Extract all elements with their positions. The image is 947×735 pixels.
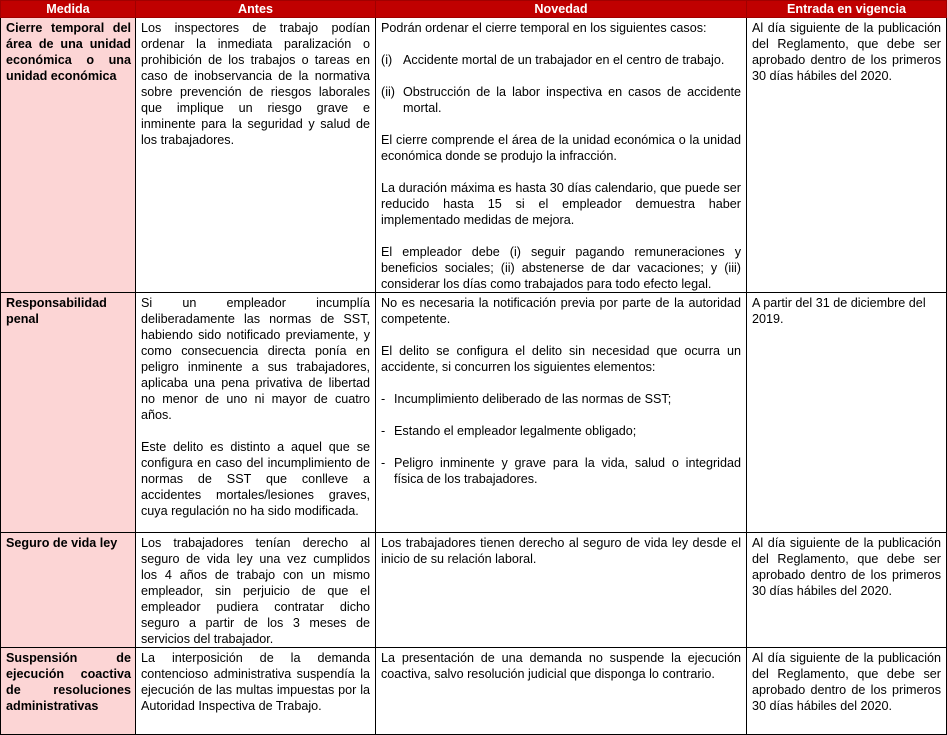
header-antes: Antes: [136, 1, 376, 18]
medida-cell: Cierre temporal del área de una unidad económica o una unidad económica: [1, 18, 136, 293]
medida-cell: Suspensión de ejecución coactiva de resoluciones administrativas: [1, 648, 136, 735]
list-text: Peligro inminente y grave para la vida, salud o integridad física de los trabajadores.: [394, 456, 741, 486]
list-item: [381, 423, 741, 439]
novedad-paragraph: No es necesaria la notificación previa por parte de la autoridad competente.: [381, 296, 741, 326]
novedad-paragraph: La duración máxima es hasta 30 días calendario, que puede ser reducido hasta 15 si el empleador demuestra haber implementado medidas de mejora.: [381, 181, 741, 227]
antes-paragraph: Los trabajadores tenían derecho al seguro de vida ley una vez cumplidos los 4 años de trabajo con un mismo empleador, sin perjuicio de que el empleador pudiera contratar dicho seguro a partir de los 3 meses de servicios del trabajador.: [141, 536, 370, 646]
list-marker: -: [381, 456, 386, 470]
table-row: [1, 533, 947, 648]
antes-paragraph: Si un empleador incumplía deliberadamente las normas de SST, habiendo sido notificado previamente, y como consecuencia directa ponía en peligro inminente a sus trabajadores, aplicaba una pena privativa de libertad no menor de uno ni mayor de cuatro años.: [141, 296, 370, 422]
antes-paragraph: La interposición de la demanda contencioso administrativa suspendía la ejecución de las multas impuestas por la Autoridad Inspectiva de Trabajo.: [141, 651, 370, 713]
novedad-paragraph: El delito se configura el delito sin necesidad que ocurra un accidente, si concurren los siguientes elementos:: [381, 344, 741, 374]
list-item: [381, 84, 741, 116]
list-item: [381, 455, 741, 487]
table-row: [1, 648, 947, 735]
header-medida: Medida: [1, 1, 136, 18]
novedad-intro: Podrán ordenar el cierre temporal en los siguientes casos:: [381, 21, 707, 35]
list-text: Obstrucción de la labor inspectiva en casos de accidente mortal.: [403, 85, 741, 115]
list-marker: -: [381, 424, 386, 438]
antes-paragraph: Los inspectores de trabajo podían ordenar la inmediata paralización o prohibición de los trabajos o tareas en caso de inobservancia de la normativa sobre prevención de riesgos laborales que implique un riesgo grave e inminente para la seguridad y salud de los trabajadores.: [141, 21, 370, 147]
list-text: Accidente mortal de un trabajador en el centro de trabajo.: [403, 53, 725, 67]
table-row: [1, 293, 947, 533]
list-marker: (ii): [381, 85, 395, 99]
antes-cell: [136, 533, 376, 648]
list-marker: -: [381, 392, 386, 406]
novedad-paragraph: El empleador debe (i) seguir pagando remuneraciones y beneficios sociales; (ii) abstenerse de dar vacaciones; y (iii) considerar los días como trabajados para todo efecto legal.: [381, 245, 741, 291]
list-text: Incumplimiento deliberado de las normas de SST;: [394, 392, 672, 406]
vigencia-cell: Al día siguiente de la publicación del Reglamento, que debe ser aprobado dentro de los primeros 30 días hábiles del 2020.: [747, 648, 947, 735]
antes-cell: [136, 293, 376, 533]
antes-cell: [136, 18, 376, 293]
vigencia-cell: A partir del 31 de diciembre del 2019.: [747, 293, 947, 533]
list-item: [381, 391, 741, 407]
list-marker: (i): [381, 53, 393, 67]
novedad-cell: [376, 18, 747, 293]
antes-cell: [136, 648, 376, 735]
novedad-paragraph: Los trabajadores tienen derecho al seguro de vida ley desde el inicio de su relación laboral.: [381, 536, 741, 566]
novedad-cell: [376, 648, 747, 735]
novedad-paragraph: La presentación de una demanda no suspende la ejecución coactiva, salvo resolución judicial que disponga lo contrario.: [381, 651, 741, 681]
novedad-cell: [376, 533, 747, 648]
header-novedad: Novedad: [376, 1, 747, 18]
header-row: [1, 1, 947, 18]
table-row: [1, 18, 947, 293]
medida-cell: Seguro de vida ley: [1, 533, 136, 648]
novedad-cell: [376, 293, 747, 533]
list-text: Estando el empleador legalmente obligado;: [394, 424, 637, 438]
list-item: [381, 52, 741, 68]
novedad-paragraph: El cierre comprende el área de la unidad económica o la unidad económica donde se produjo la infracción.: [381, 133, 741, 163]
antes-paragraph: Este delito es distinto a aquel que se configura en caso del incumplimiento de normas de SST que conlleve a accidentes mortales/lesiones graves, cuya regulación no ha sido modificada.: [141, 440, 370, 518]
vigencia-cell: Al día siguiente de la publicación del Reglamento, que debe ser aprobado dentro de los primeros 30 días hábiles del 2020.: [747, 533, 947, 648]
header-vigencia: Entrada en vigencia: [747, 1, 947, 18]
medida-cell: Responsabilidad penal: [1, 293, 136, 533]
vigencia-cell: Al día siguiente de la publicación del Reglamento, que debe ser aprobado dentro de los primeros 30 días hábiles del 2020.: [747, 18, 947, 293]
